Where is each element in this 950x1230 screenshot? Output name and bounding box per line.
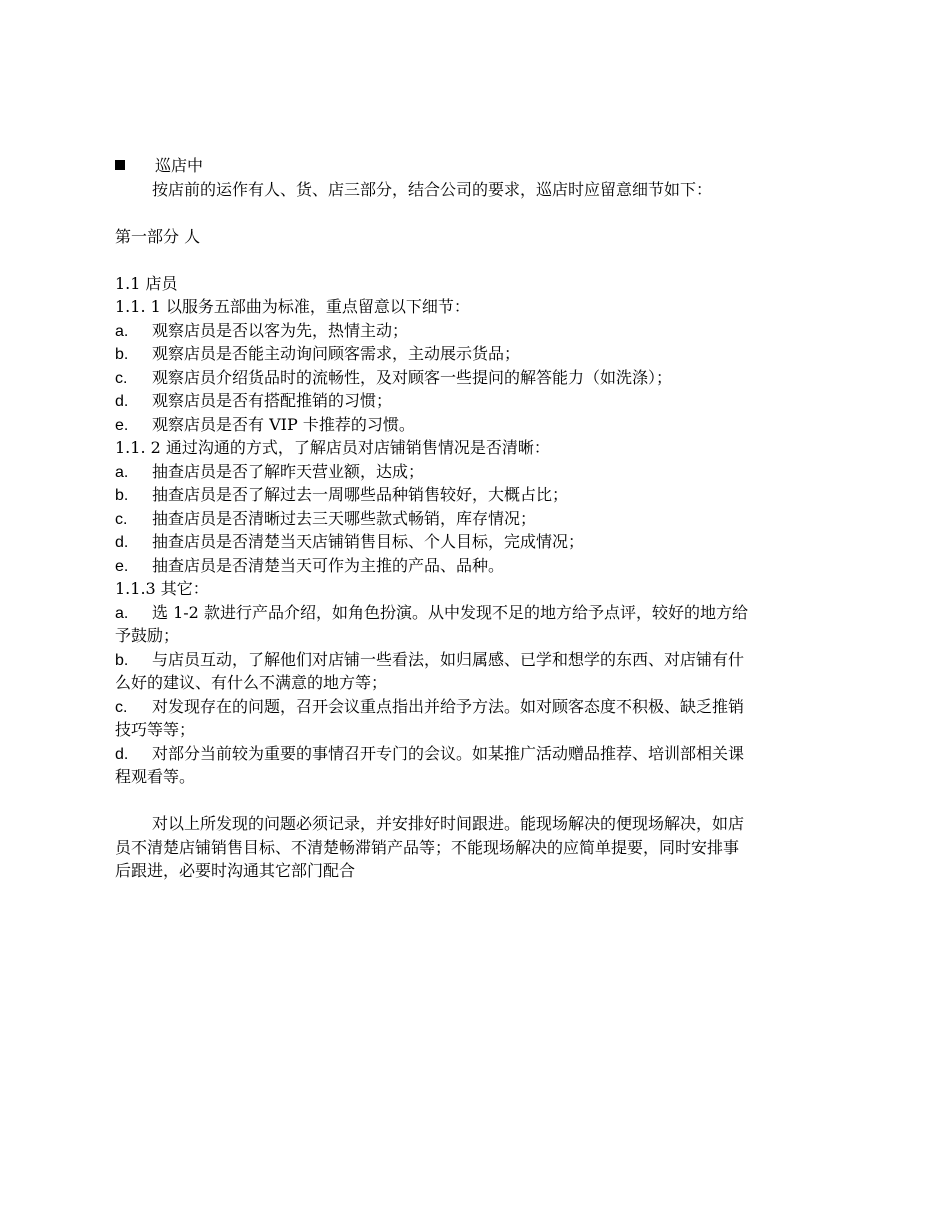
list-item-text: 抽查店员是否了解昨天营业额，达成；	[152, 461, 425, 481]
list-item	[115, 319, 845, 343]
list-item-text: 选 1-2 款进行产品介绍，如角色扮演。从中发现不足的地方给予点评，较好的地方给	[152, 602, 748, 622]
list-item	[115, 342, 845, 366]
list-item-label: d.	[115, 534, 129, 551]
list-item-continuation: 技巧等等；	[115, 720, 196, 739]
list-item	[115, 460, 845, 484]
spacer	[115, 789, 845, 813]
list-item-text: 对部分当前较为重要的事情召开专门的会议。如某推广活动赠品推荐、培训部相关课	[152, 743, 745, 763]
spacer	[115, 201, 845, 225]
list-item	[115, 483, 845, 507]
list-item-label: d.	[115, 393, 129, 410]
closing-line: 后跟进，必要时沟通其它部门配合	[115, 861, 356, 880]
closing-line: 员不清楚店铺销售目标、不清楚畅滞销产品等；不能现场解决的应简单提要，同时安排事	[115, 837, 740, 857]
list-item-text: 观察店员是否有搭配推销的习惯；	[152, 391, 393, 410]
list-item	[115, 742, 845, 766]
section-intro: 按店前的运作有人、货、店三部分，结合公司的要求，巡店时应留意细节如下：	[152, 179, 713, 199]
list-item-label: c.	[115, 510, 128, 528]
list-item-label: e.	[115, 416, 129, 434]
spacer	[115, 248, 845, 272]
list-item-label: c.	[115, 369, 128, 387]
document-page	[115, 154, 845, 883]
list-item-text: 观察店员是否以客为先，热情主动；	[152, 320, 409, 340]
subsection-heading-1: 1.1. 1 以服务五部曲为标准，重点留意以下细节：	[115, 297, 470, 316]
list-item	[115, 601, 845, 625]
list-item-text: 抽查店员是否清晰过去三天哪些款式畅销，库存情况；	[152, 508, 537, 528]
list-item-text: 与店员互动，了解他们对店铺一些看法，如归属感、已学和想学的东西、对店铺有什	[152, 649, 745, 669]
list-item	[115, 554, 845, 578]
list-item	[115, 389, 845, 413]
list-item	[115, 507, 845, 531]
list-item-text: 观察店员是否能主动询问顾客需求，主动展示货品；	[152, 344, 521, 363]
part-title: 第一部分 人	[115, 226, 201, 246]
list-item-text: 抽查店员是否了解过去一周哪些品种销售较好，大概占比；	[152, 485, 569, 504]
section-title: 巡店中	[155, 156, 204, 175]
list-item	[115, 648, 845, 672]
staff-heading: 1.1 店员	[115, 273, 178, 293]
closing-line: 对以上所发现的问题必须记录，并安排好时间跟进。能现场解决的便现场解决，如店	[152, 814, 745, 833]
list-item-label: b.	[115, 651, 129, 669]
list-item	[115, 413, 845, 437]
list-item-label: a.	[115, 604, 129, 622]
list-item-text: 观察店员介绍货品时的流畅性，及对顾客一些提问的解答能力（如洗涤）；	[152, 367, 673, 387]
subsection-heading-2: 1.1. 2 通过沟通的方式，了解店员对店铺销售情况是否清晰：	[115, 438, 550, 457]
list-item-continuation: 程观看等。	[115, 767, 196, 786]
list-item-text: 抽查店员是否清楚当天可作为主推的产品、品种。	[152, 555, 505, 575]
list-item-label: b.	[115, 346, 129, 363]
list-item	[115, 530, 845, 554]
list-item-label: b.	[115, 487, 129, 504]
list-item	[115, 695, 845, 719]
list-item-text: 抽查店员是否清楚当天店铺销售目标、个人目标，完成情况；	[152, 532, 585, 551]
list-item	[115, 366, 845, 390]
list-item-label: a.	[115, 463, 129, 481]
list-item-label: c.	[115, 698, 128, 716]
list-item-continuation: 予鼓励；	[115, 626, 180, 645]
list-item-label: e.	[115, 557, 129, 575]
list-item-text: 对发现存在的问题，召开会议重点指出并给予方法。如对顾客态度不积极、缺乏推销	[152, 696, 745, 716]
square-bullet-icon	[115, 160, 125, 170]
subsection-heading-3: 1.1.3 其它：	[115, 579, 209, 598]
section-bullet-line	[115, 154, 845, 178]
list-item-label: a.	[115, 322, 129, 340]
list-item-continuation: 么好的建议、有什么不满意的地方等；	[115, 673, 388, 692]
list-item-text: 观察店员是否有 VIP 卡推荐的习惯。	[152, 414, 415, 434]
list-item-label: d.	[115, 745, 129, 763]
